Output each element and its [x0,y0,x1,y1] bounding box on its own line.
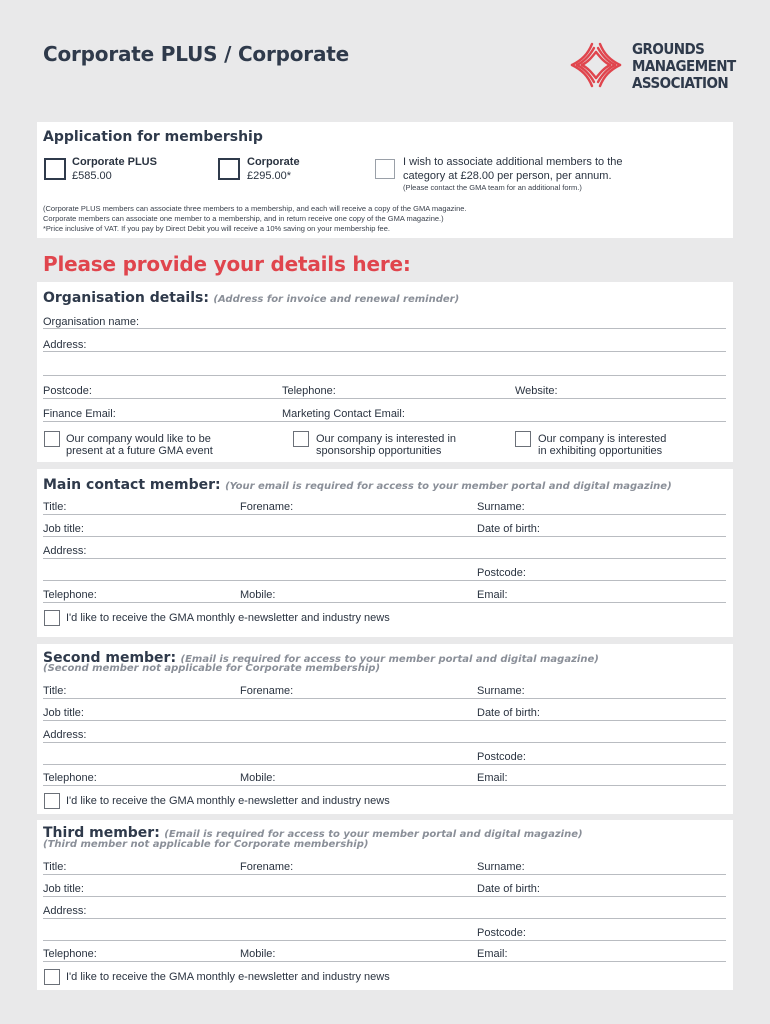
third-phone-field[interactable] [43,961,726,962]
second-newsletter-label: I'd like to receive the GMA monthly e-newsletter and industry news [66,795,390,807]
application-heading: Application for membership [43,129,263,145]
exhibiting-label-line1: Our company is interested [538,433,667,445]
organisation-note: (Address for invoice and renewal reminder) [213,294,460,305]
third-job-title-label: Job title: [43,883,84,895]
gma-logo [568,40,736,96]
organisation-name-label: Organisation name: [43,316,139,328]
second-newsletter-checkbox[interactable] [44,793,60,809]
footnote-1: (Corporate PLUS members can associate three members to a membership, and each will receive a copy of the GMA magazine. [43,204,467,213]
logo-text [632,41,736,92]
second-member-heading: Second member: [43,650,177,666]
sponsorship-label-line1: Our company is interested in [316,433,457,445]
exhibiting-label-line2: in exhibiting opportunities [538,445,663,457]
third-member-panel [37,820,733,990]
third-job-field[interactable] [43,896,726,897]
corporate-plus-checkbox[interactable] [44,158,66,180]
second-postcode-field[interactable] [43,764,726,765]
additional-members-note: (Please contact the GMA team for an additional form.) [403,183,582,192]
gma-event-label-line1: Our company would like to be [66,433,211,445]
logo-line-1: GROUNDS [632,40,705,58]
main-email-label: Email: [477,589,508,601]
email-fields-line[interactable] [43,421,726,422]
second-address-field[interactable] [43,742,726,743]
second-dob-label: Date of birth: [477,707,540,719]
org-address-label: Address: [43,339,87,351]
main-newsletter-label: I'd like to receive the GMA monthly e-newsletter and industry news [66,612,390,624]
corporate-plus-label: Corporate PLUS [72,156,157,168]
second-forename-label: Forename: [240,685,294,697]
corporate-checkbox[interactable] [218,158,240,180]
gma-event-label-line2: present at a future GMA event [66,445,213,457]
main-mobile-label: Mobile: [240,589,276,601]
second-name-field[interactable] [43,698,726,699]
sponsorship-label-line2: sponsorship opportunities [316,445,442,457]
second-title-label: Title: [43,685,67,697]
sponsorship-checkbox[interactable] [293,431,309,447]
corporate-plus-price: £585.00 [72,170,112,182]
main-contact-note: (Your email is required for access to your member portal and digital magazine) [225,481,672,492]
org-contact-field[interactable] [43,398,726,399]
third-title-label: Title: [43,861,67,873]
third-telephone-label: Telephone: [43,948,97,960]
main-job-title-label: Job title: [43,523,84,535]
third-member-note2: (Third member not applicable for Corporate membership) [43,839,369,850]
org-address-field-2[interactable] [43,375,726,376]
logo-line-2: MANAGEMENT [632,57,736,75]
third-mobile-label: Mobile: [240,948,276,960]
organisation-heading: Organisation details: [43,290,209,306]
org-postcode-label: Postcode: [43,385,92,397]
second-member-note2: (Second member not applicable for Corporate membership) [43,663,381,674]
second-surname-label: Surname: [477,685,525,697]
third-postcode-field[interactable] [43,940,726,941]
third-email-label: Email: [477,948,508,960]
second-address-label: Address: [43,729,87,741]
third-name-field[interactable] [43,874,726,875]
gma-logo-mark-icon [568,40,624,90]
second-phone-field[interactable] [43,785,726,786]
second-job-title-label: Job title: [43,707,84,719]
corporate-price: £295.00* [247,170,292,182]
sponsorship-label [316,433,456,457]
third-forename-label: Forename: [240,861,294,873]
main-phone-field[interactable] [43,602,726,603]
third-newsletter-label: I'd like to receive the GMA monthly e-newsletter and industry news [66,971,390,983]
second-email-label: Email: [477,772,508,784]
main-name-field[interactable] [43,514,726,515]
org-address-field[interactable] [43,351,726,352]
main-contact-heading: Main contact member: [43,477,221,493]
details-heading: Please provide your details here: [43,252,411,276]
main-title-label: Title: [43,501,67,513]
main-job-field[interactable] [43,536,726,537]
page-title: Corporate PLUS / Corporate [43,42,349,66]
third-newsletter-checkbox[interactable] [44,969,60,985]
exhibiting-label [538,433,666,457]
org-telephone-label: Telephone: [282,385,336,397]
third-postcode-label: Postcode: [477,927,526,939]
footnote-2: Corporate members can associate one member to a membership, and in return receive one copy of the GMA magazine.) [43,214,444,223]
third-member-heading: Third member: [43,825,160,841]
third-dob-label: Date of birth: [477,883,540,895]
main-address-label: Address: [43,545,87,557]
main-newsletter-checkbox[interactable] [44,610,60,626]
footnote-3: *Price inclusive of VAT. If you pay by Direct Debit you will receive a 10% saving on your membership fee. [43,224,390,233]
marketing-email-label: Marketing Contact Email: [282,408,405,420]
main-contact-panel [37,469,733,637]
main-forename-label: Forename: [240,501,294,513]
additional-members-line2: category at £28.00 per person, per annum. [403,170,612,182]
gma-event-checkbox[interactable] [44,431,60,447]
second-postcode-label: Postcode: [477,751,526,763]
second-member-panel [37,644,733,814]
second-member-note: (Email is required for access to your member portal and digital magazine) [180,654,599,665]
application-panel [37,122,733,238]
exhibiting-checkbox[interactable] [515,431,531,447]
organisation-panel [37,282,733,462]
third-address-field[interactable] [43,918,726,919]
main-postcode-field[interactable] [43,580,726,581]
additional-members-checkbox[interactable] [375,159,395,179]
second-telephone-label: Telephone: [43,772,97,784]
third-address-label: Address: [43,905,87,917]
main-surname-label: Surname: [477,501,525,513]
third-surname-label: Surname: [477,861,525,873]
org-website-label: Website: [515,385,558,397]
corporate-label: Corporate [247,156,300,168]
organisation-name-field[interactable] [43,328,726,329]
gma-event-label [66,433,213,457]
finance-email-label: Finance Email: [43,408,116,420]
second-mobile-label: Mobile: [240,772,276,784]
logo-line-3: ASSOCIATION [632,74,729,92]
main-address-field[interactable] [43,558,726,559]
main-dob-label: Date of birth: [477,523,540,535]
main-telephone-label: Telephone: [43,589,97,601]
third-member-note: (Email is required for access to your member portal and digital magazine) [164,829,583,840]
main-postcode-label: Postcode: [477,567,526,579]
second-job-field[interactable] [43,720,726,721]
additional-members-line1: I wish to associate additional members to the [403,156,623,168]
